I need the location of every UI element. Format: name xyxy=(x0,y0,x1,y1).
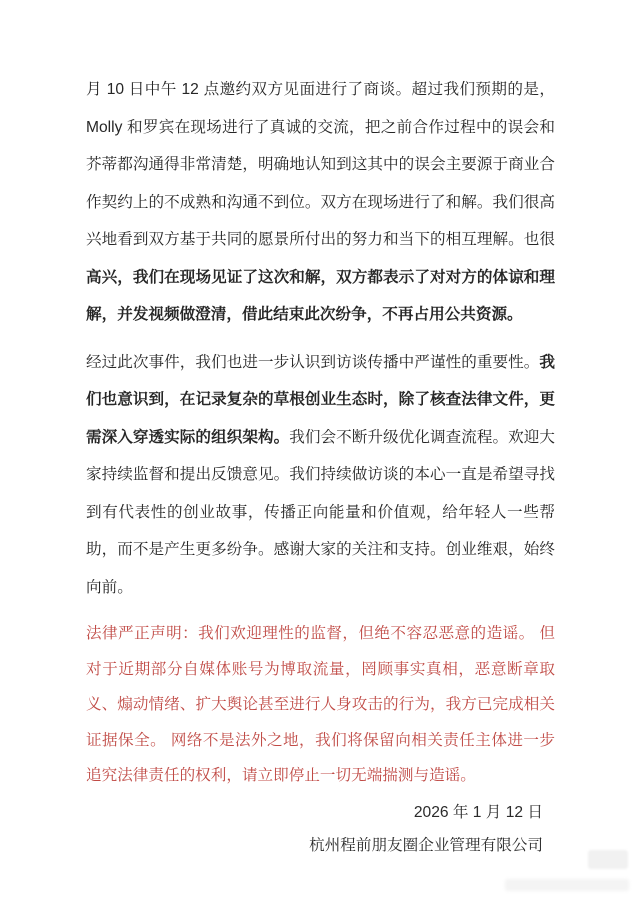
watermark-logo xyxy=(588,850,628,869)
watermark-text xyxy=(505,879,629,891)
emphasized-text-run: 我们也意识到，在记录复杂的草根创业生态时，除了核查法律文件，更需深入穿透实际的组织架构。 xyxy=(86,353,555,446)
text-run: 月 10 日中午 12 点邀约双方见面进行了商谈。超过我们预期的是，Molly 和罗宾在现场进行了真诚的交流，把之前合作过程中的误会和芥蒂都沟通得非常清楚，明确地认知到这其中的误会主要源于商业合作契约上的不成熟和沟通不到位。双方在现场进行了和解。我们很高兴地看到双方基于共同的愿景所付出的努力和当下的相互理解。也很 xyxy=(86,81,555,248)
paragraph-reflection xyxy=(86,344,555,607)
statement-body xyxy=(86,71,555,862)
paragraph-mediation-recap xyxy=(86,71,555,334)
signature-block xyxy=(86,796,555,862)
text-run: 我们会不断升级优化调查流程。欢迎大家持续监督和提出反馈意见。我们持续做访谈的本心一直是希望寻找到有代表性的创业故事，传播正向能量和价值观，给年轻人一些帮助，而不是产生更多纷争。感谢大家的关注和支持。创业维艰，始终向前。 xyxy=(86,428,555,596)
text-run: 法律严正声明：我们欢迎理性的监督，但绝不容忍恶意的造谣。 但对于近期部分自媒体账号为博取流量，罔顾事实真相，恶意断章取义、煽动情绪、扩大舆论甚至进行人身攻击的行为，我方已完成相关证据保全。 网络不是法外之地，我们将保留向相关责任主体进一步追究法律责任的权利，请立即停止一切无端揣测与造谣。 xyxy=(86,625,555,784)
statement-date: 2026 年 1 月 12 日 xyxy=(413,803,543,821)
emphasized-text-run: 高兴，我们在现场见证了这次和解，双方都表示了对对方的体谅和理解，并发视频做澄清，借此结束此次纷争，不再占用公共资源。 xyxy=(86,268,555,323)
paragraph-legal-notice xyxy=(86,616,555,794)
text-run: 经过此次事件，我们也进一步认识到访谈传播中严谨性的重要性。 xyxy=(86,353,540,371)
company-name: 杭州程前朋友圈企业管理有限公司 xyxy=(309,836,543,854)
